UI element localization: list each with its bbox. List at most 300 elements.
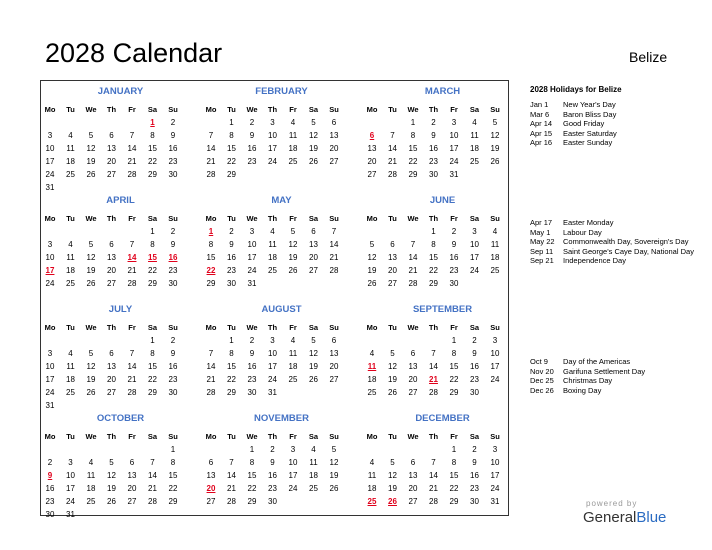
calendar-day: 16 [470,362,479,371]
calendar-day: 1 [249,445,255,454]
calendar-day: 10 [449,131,459,140]
calendar-day: 29 [227,170,236,179]
calendar-day: 25 [367,388,377,397]
weekday-header: Mo [366,105,378,114]
calendar-day: 8 [150,240,155,249]
weekday-header: Sa [469,214,480,223]
calendar-day: 8 [249,458,255,467]
month-name: JULY [108,304,133,315]
month-may [206,192,357,297]
calendar-day: 27 [388,279,397,288]
calendar-day: 24 [268,157,277,166]
weekday-header: Su [168,105,178,114]
calendar-day: 24 [490,484,500,493]
holiday-date: Dec 26 [530,385,554,395]
calendar-day: 22 [148,157,157,166]
weekday-header: Mo [44,105,56,114]
calendar-day: 16 [449,253,459,262]
holiday-name: New Year's Day [563,100,616,109]
calendar-day: 30 [429,170,438,179]
calendar-day: 28 [127,170,137,179]
calendar-day: 29 [148,279,157,288]
month-august [206,301,357,406]
calendar-day: 13 [329,131,339,140]
holiday-day: 22 [206,266,216,275]
calendar-day: 25 [490,266,500,275]
calendar-day: 7 [331,227,337,236]
calendar-day: 9 [249,131,255,140]
weekday-header: We [246,105,258,114]
calendar-day: 25 [288,157,298,166]
weekday-header: Sa [147,432,158,441]
calendar-day: 22 [148,375,157,384]
calendar-day: 21 [329,253,339,262]
weekday-header: Su [490,323,500,332]
weekday-header: Fr [450,432,458,441]
calendar-day: 18 [309,471,318,480]
calendar-day: 3 [451,118,457,127]
calendar-day: 20 [408,375,418,384]
calendar-day: 21 [227,484,236,493]
calendar-day: 10 [45,362,55,371]
calendar-day: 7 [208,131,214,140]
calendar-day: 8 [229,131,234,140]
calendar-day: 21 [127,266,137,275]
calendar-day: 18 [66,375,75,384]
calendar-day: 7 [208,349,214,358]
holiday-day: 17 [45,266,55,275]
calendar-day: 13 [107,362,116,371]
weekday-header: We [85,214,97,223]
weekday-header: Fr [450,105,458,114]
calendar-day: 11 [288,131,298,140]
calendar-day: 5 [331,445,337,454]
weekday-header: We [407,105,419,114]
holiday-item [530,357,705,367]
calendar-day: 26 [107,497,116,506]
calendar-day: 10 [490,349,500,358]
calendar-day: 18 [367,375,377,384]
weekday-header: Sa [147,105,158,114]
calendar-day: 15 [247,471,257,480]
calendar-day: 16 [429,144,438,153]
weekday-header: Th [106,323,117,332]
calendar-day: 2 [229,227,234,236]
calendar-day: 9 [249,349,255,358]
calendar-day: 30 [168,170,178,179]
calendar-day: 15 [148,362,157,371]
calendar-day: 14 [388,144,397,153]
calendar-day: 24 [268,375,277,384]
calendar-day: 31 [66,510,75,519]
calendar-day: 27 [408,497,418,506]
calendar-day: 10 [66,471,75,480]
weekday-header: Fr [128,432,136,441]
calendar-day: 10 [268,349,277,358]
calendar-day: 23 [247,157,257,166]
calendar-day: 2 [249,118,255,127]
calendar-day: 23 [470,484,479,493]
calendar-day: 9 [451,240,457,249]
calendar-day: 11 [66,144,75,153]
calendar-day: 12 [86,362,96,371]
weekday-header: Tu [66,105,75,114]
calendar-day: 12 [309,131,318,140]
weekday-header: Fr [289,214,297,223]
calendar-day: 6 [109,349,114,358]
holiday-date: Mar 6 [530,109,550,119]
calendar-day: 9 [170,131,176,140]
calendar-day: 11 [288,349,298,358]
weekday-header: Th [428,105,439,114]
calendar-day: 9 [472,458,477,467]
weekday-header: Su [490,105,500,114]
calendar-day: 22 [449,484,459,493]
calendar-day: 9 [472,349,477,358]
calendar-day: 9 [431,131,436,140]
calendar-day: 1 [170,445,176,454]
calendar-day: 14 [148,471,157,480]
calendar-day: 3 [472,227,477,236]
holiday-date: Nov 20 [530,366,554,376]
weekday-header: Su [168,214,178,223]
calendar-day: 23 [227,266,236,275]
calendar-day: 28 [148,497,157,506]
calendar-day: 22 [247,484,257,493]
calendar-day: 13 [388,253,397,262]
calendar-day: 22 [429,266,438,275]
calendar-day: 23 [168,266,178,275]
calendar-day: 19 [367,266,377,275]
weekday-header: Sa [308,323,319,332]
calendar-day: 19 [309,144,318,153]
calendar-day: 19 [86,157,96,166]
calendar-day: 24 [45,279,55,288]
month-name: APRIL [106,195,135,206]
calendar-day: 8 [150,349,155,358]
calendar-day: 18 [66,266,75,275]
calendar-day: 31 [449,170,459,179]
calendar-day: 5 [88,240,94,249]
calendar-day: 10 [247,240,257,249]
holiday-date: Sep 21 [530,256,554,265]
calendar-day: 27 [127,497,137,506]
holiday-name: Saint George's Caye Day, National Day [563,246,694,256]
weekday-header: Th [428,214,439,223]
calendar-day: 19 [329,471,339,480]
calendar-day: 25 [66,388,75,397]
weekday-header: Sa [469,105,480,114]
calendar-day: 29 [408,170,418,179]
calendar-day: 1 [150,336,155,345]
holiday-date: Jan 1 [530,100,549,109]
calendar-day: 8 [451,458,457,467]
weekday-header: Th [267,432,278,441]
weekday-header: Th [106,432,117,441]
calendar-day: 20 [408,484,418,493]
calendar-day: 19 [107,484,116,493]
weekday-header: Tu [227,323,236,332]
weekday-header: Su [329,323,339,332]
calendar-day: 23 [168,375,178,384]
calendar-day: 2 [472,445,477,454]
month-name: AUGUST [261,304,302,315]
calendar-day: 2 [472,336,477,345]
calendar-day: 3 [270,336,275,345]
calendar-day: 26 [329,484,339,493]
calendar-day: 9 [170,349,176,358]
holiday-name: Good Friday [563,119,605,128]
calendar-day: 29 [168,497,178,506]
weekday-header: Fr [289,323,297,332]
calendar-day: 17 [45,375,55,384]
calendar-day: 10 [45,144,55,153]
calendar-day: 28 [127,388,137,397]
calendar-day: 8 [150,131,155,140]
calendar-day: 9 [270,458,275,467]
calendar-day: 27 [329,157,339,166]
calendar-day: 17 [288,471,298,480]
calendar-day: 13 [408,471,418,480]
calendar-day: 13 [206,471,216,480]
weekday-header: Mo [205,323,217,332]
calendar-day: 18 [288,362,298,371]
holidays-title: 2028 Holidays for Belize [530,85,622,94]
weekday-header: Mo [44,432,56,441]
calendar-day: 30 [470,497,479,506]
holiday-name: Independence Day [563,256,626,265]
calendar-day: 29 [206,279,216,288]
weekday-header: Mo [205,432,217,441]
calendar-day: 10 [268,131,277,140]
holiday-name: Christmas Day [563,376,613,385]
calendar-day: 1 [229,118,234,127]
calendar-day: 30 [268,497,277,506]
holiday-list-1 [530,100,705,148]
weekday-header: Sa [147,214,158,223]
holiday-date: May 22 [530,237,555,246]
weekday-header: Tu [388,105,397,114]
calendar-day: 7 [229,458,234,467]
calendar-day: 21 [206,157,216,166]
weekday-header: Sa [147,323,158,332]
calendar-day: 1 [451,445,457,454]
calendar-day: 31 [268,388,277,397]
month-january [44,83,196,192]
weekday-header: Tu [66,214,75,223]
calendar-day: 6 [390,240,395,249]
calendar-day: 4 [68,240,73,249]
holiday-day: 26 [388,497,397,506]
calendar-day: 5 [88,349,94,358]
calendar-day: 1 [451,336,457,345]
calendar-day: 29 [148,388,157,397]
calendar-day: 26 [309,375,318,384]
calendar-day: 15 [227,362,236,371]
calendar-day: 16 [268,471,277,480]
month-name: MAY [271,195,292,206]
calendar-day: 18 [490,253,500,262]
calendar-day: 19 [86,375,96,384]
calendar-day: 27 [367,170,377,179]
calendar-day: 16 [45,484,55,493]
calendar-day: 18 [86,484,96,493]
calendar-day: 7 [390,131,395,140]
weekday-header: Sa [469,323,480,332]
calendar-day: 10 [490,458,500,467]
calendar-day: 7 [129,131,135,140]
weekday-header: Fr [450,214,458,223]
calendar-day: 27 [107,388,116,397]
calendar-day: 2 [170,227,176,236]
calendar-day: 19 [490,144,500,153]
calendar-day: 19 [388,375,397,384]
weekday-header: Mo [366,323,378,332]
weekday-header: Th [428,323,439,332]
calendar-day: 28 [329,266,339,275]
weekday-header: Th [267,323,278,332]
calendar-day: 15 [449,471,459,480]
calendar-day: 12 [388,471,397,480]
calendar-day: 12 [86,253,96,262]
calendar-day: 30 [470,388,479,397]
calendar-day: 21 [429,484,438,493]
calendar-day: 27 [206,497,216,506]
calendar-day: 26 [388,388,397,397]
calendar-day: 8 [170,458,176,467]
holiday-name: Easter Saturday [563,128,617,138]
weekday-header: Su [329,432,339,441]
calendar-day: 31 [490,497,500,506]
brand-powered-by: powered by [586,499,638,508]
calendar-day: 16 [227,253,236,262]
holiday-date: Sep 11 [530,246,554,256]
calendar-day: 13 [309,240,318,249]
calendar-day: 11 [470,131,479,140]
calendar-day: 26 [490,157,500,166]
calendar-day: 3 [249,227,255,236]
weekday-header: Fr [128,323,136,332]
holiday-day: 15 [148,253,157,262]
calendar-day: 5 [369,240,375,249]
calendar-day: 22 [148,266,157,275]
calendar-day: 6 [109,131,114,140]
holiday-name: Labour Day [563,227,602,237]
calendar-day: 26 [86,388,96,397]
calendar-day: 18 [470,144,479,153]
calendar-day: 3 [47,349,53,358]
weekday-header: Su [490,214,500,223]
calendar-day: 24 [247,266,257,275]
weekday-header: We [246,214,258,223]
calendar-day: 12 [329,458,339,467]
calendar-day: 11 [367,471,377,480]
calendar-day: 15 [168,471,178,480]
calendar-day: 15 [148,144,157,153]
weekday-header: Th [106,214,117,223]
holiday-item [530,100,705,110]
calendar-day: 23 [247,375,257,384]
weekday-header: Th [267,105,278,114]
weekday-header: Fr [289,105,297,114]
weekday-header: Tu [227,105,236,114]
calendar-day: 6 [331,336,337,345]
calendar-day: 18 [268,253,277,262]
weekday-header: Tu [388,432,397,441]
calendar-day: 17 [470,253,479,262]
calendar-day: 30 [227,279,236,288]
calendar-day: 24 [45,170,55,179]
calendar-day: 12 [490,131,500,140]
calendar-day: 21 [408,266,418,275]
calendar-day: 19 [86,266,96,275]
weekday-header: We [407,432,419,441]
calendar-day: 29 [449,497,459,506]
weekday-header: Th [267,214,278,223]
weekday-header: Mo [366,432,378,441]
calendar-day: 13 [329,349,339,358]
calendar-day: 12 [388,362,397,371]
calendar-day: 3 [47,240,53,249]
calendar-day: 29 [449,388,459,397]
calendar-day: 2 [47,458,53,467]
holiday-name: Baron Bliss Day [563,109,617,119]
calendar-day: 6 [410,349,416,358]
calendar-day: 16 [247,362,257,371]
holiday-name: Easter Monday [563,218,614,227]
holiday-name: Garifuna Settlement Day [563,366,646,376]
calendar-day: 17 [45,157,55,166]
calendar-day: 1 [150,227,155,236]
month-march [367,83,518,188]
calendar-day: 16 [247,144,257,153]
calendar-day: 5 [390,458,395,467]
calendar-day: 15 [227,144,236,153]
calendar-day: 7 [431,349,436,358]
calendar-day: 30 [449,279,459,288]
calendar-day: 2 [431,118,436,127]
calendar-day: 25 [268,266,277,275]
calendar-day: 11 [66,253,75,262]
calendar-day: 9 [229,240,234,249]
weekday-header: We [246,323,258,332]
holiday-day: 20 [206,484,216,493]
calendar-day: 19 [309,362,318,371]
calendar-day: 26 [288,266,298,275]
calendar-day: 10 [470,240,479,249]
month-name: MARCH [424,86,461,97]
calendar-day: 7 [431,458,436,467]
holiday-day: 11 [367,362,377,371]
weekday-header: Sa [308,214,319,223]
calendar-day: 6 [109,240,114,249]
calendar-day: 4 [88,458,94,467]
holiday-list-2 [530,218,705,266]
calendar-day: 13 [107,144,116,153]
holiday-date: Dec 25 [530,376,554,385]
weekday-header: Su [168,432,178,441]
holiday-item [530,376,705,386]
calendar-day: 4 [270,227,275,236]
calendar-day: 27 [107,279,116,288]
calendar-day: 27 [408,388,418,397]
calendar-day: 24 [490,375,500,384]
calendar-day: 20 [107,157,116,166]
calendar-day: 10 [288,458,298,467]
calendar-day: 4 [68,131,73,140]
calendar-day: 1 [431,227,436,236]
calendar-day: 27 [329,375,339,384]
